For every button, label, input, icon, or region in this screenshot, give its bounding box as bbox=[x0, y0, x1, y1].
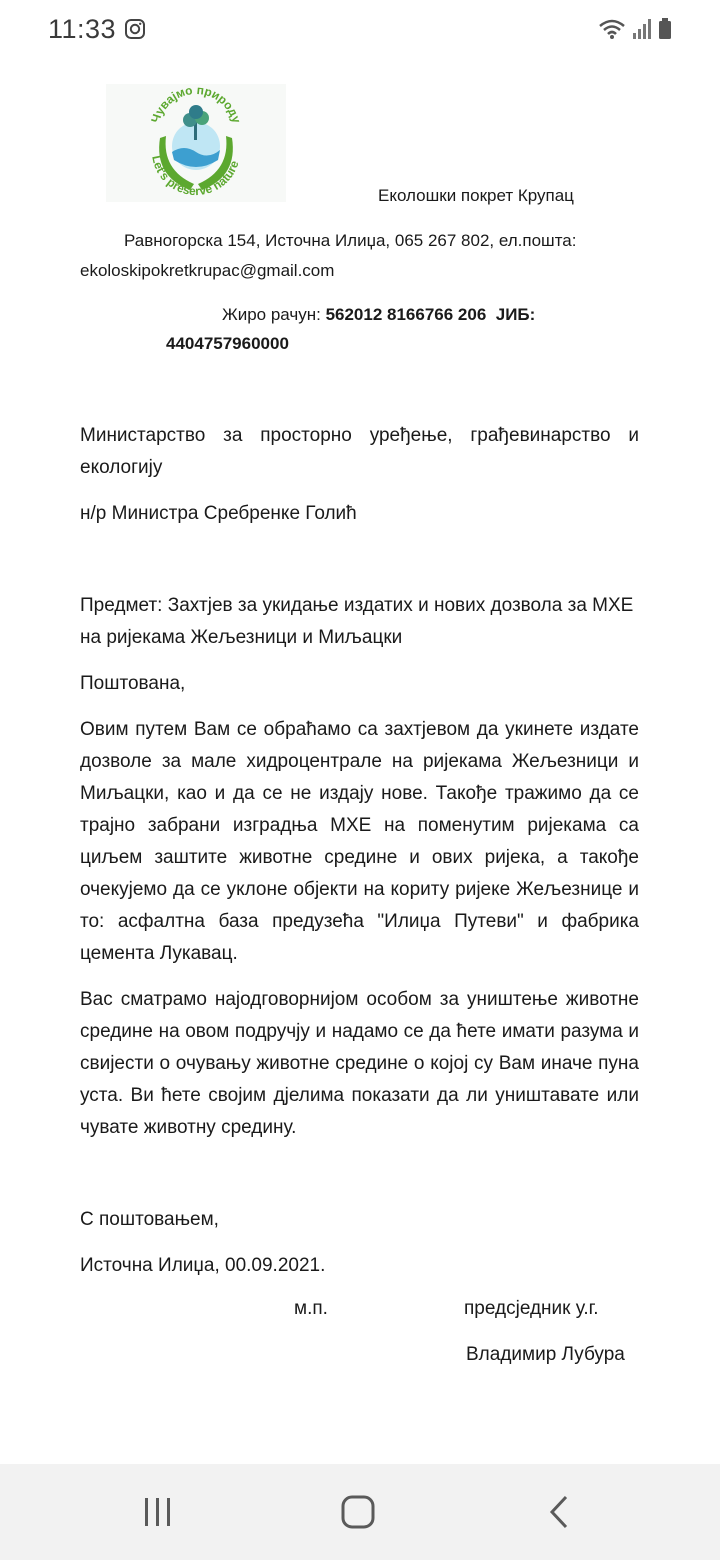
giro-label: Жиро рачун: bbox=[222, 305, 326, 324]
subject-line: Предмет: Захтјев за укидање издатих и нових дозвола за МХЕ на ријекама Жељезници и Миљацки bbox=[80, 595, 634, 648]
instagram-icon bbox=[124, 18, 146, 45]
home-icon[interactable] bbox=[338, 1492, 378, 1532]
navigation-bar bbox=[0, 1464, 720, 1560]
paragraph-main: Овим путем Вам се обраћамо са захтјевом да укинете издате дозволе за мале хидроцентрале на ријекама Жељезници и Миљацки, као и да се не издају нове. Такође тражимо да се трајно забрани изградња МХЕ на поменутим ријекама са циљем заштите животне средине и ових ријека, а такође очекујемо да се уклоне објекти на кориту ријеке Жељезнице и то: асфалтна база предузећа "Илиџа Путеви" и фабрика цемента Лукавац. bbox=[80, 719, 639, 964]
stamp-placeholder: м.п. bbox=[294, 1298, 328, 1319]
jib-label: ЈИБ: bbox=[495, 305, 536, 324]
jib-number: 4404757960000 bbox=[166, 334, 289, 353]
organization-email[interactable]: ekoloskipokretkrupac@gmail.com bbox=[80, 261, 335, 280]
signal-icon bbox=[632, 18, 652, 45]
giro-number: 562012 8166766 206 bbox=[325, 305, 487, 324]
status-icons bbox=[598, 18, 672, 45]
attention-line: н/р Министра Сребренке Голић bbox=[80, 503, 357, 524]
status-time: 11:33 bbox=[48, 14, 117, 44]
organization-address: Равногорска 154, Источна Илиџа, 065 267 802, ел.пошта: bbox=[124, 231, 577, 250]
place-date: Источна Илиџа, 00.09.2021. bbox=[80, 1255, 326, 1276]
wifi-icon bbox=[598, 18, 626, 45]
battery-icon bbox=[658, 18, 672, 45]
signer-name: Владимир Лубура bbox=[466, 1344, 625, 1365]
status-bar bbox=[0, 0, 720, 60]
logo-text-top: Чувајмо природу bbox=[148, 84, 244, 125]
paragraph-second: Вас сматрамо најодговорнијом особом за уништење животне средине на овом подручју и надамо се да ћете имати разума и свијести о очувању животне средине о којој су Вам иначе пуна уста. Ви ћете својим дјелима показати да ли уништавате или чувате животну средину. bbox=[80, 989, 639, 1138]
recipient: Министарство за просторно уређење, грађевинарство и екологију bbox=[80, 425, 639, 478]
organization-name: Еколошки покрет Крупац bbox=[378, 186, 574, 205]
greeting: Поштована, bbox=[80, 673, 186, 694]
signer-title: предсједник у.г. bbox=[464, 1298, 599, 1319]
recent-apps-icon[interactable] bbox=[138, 1492, 178, 1532]
giro-account bbox=[222, 305, 535, 325]
back-icon[interactable] bbox=[540, 1492, 580, 1532]
logo-text-bottom: Let's preserve nature bbox=[149, 154, 242, 199]
organization-logo bbox=[106, 84, 286, 202]
closing: С поштовањем, bbox=[80, 1209, 219, 1230]
